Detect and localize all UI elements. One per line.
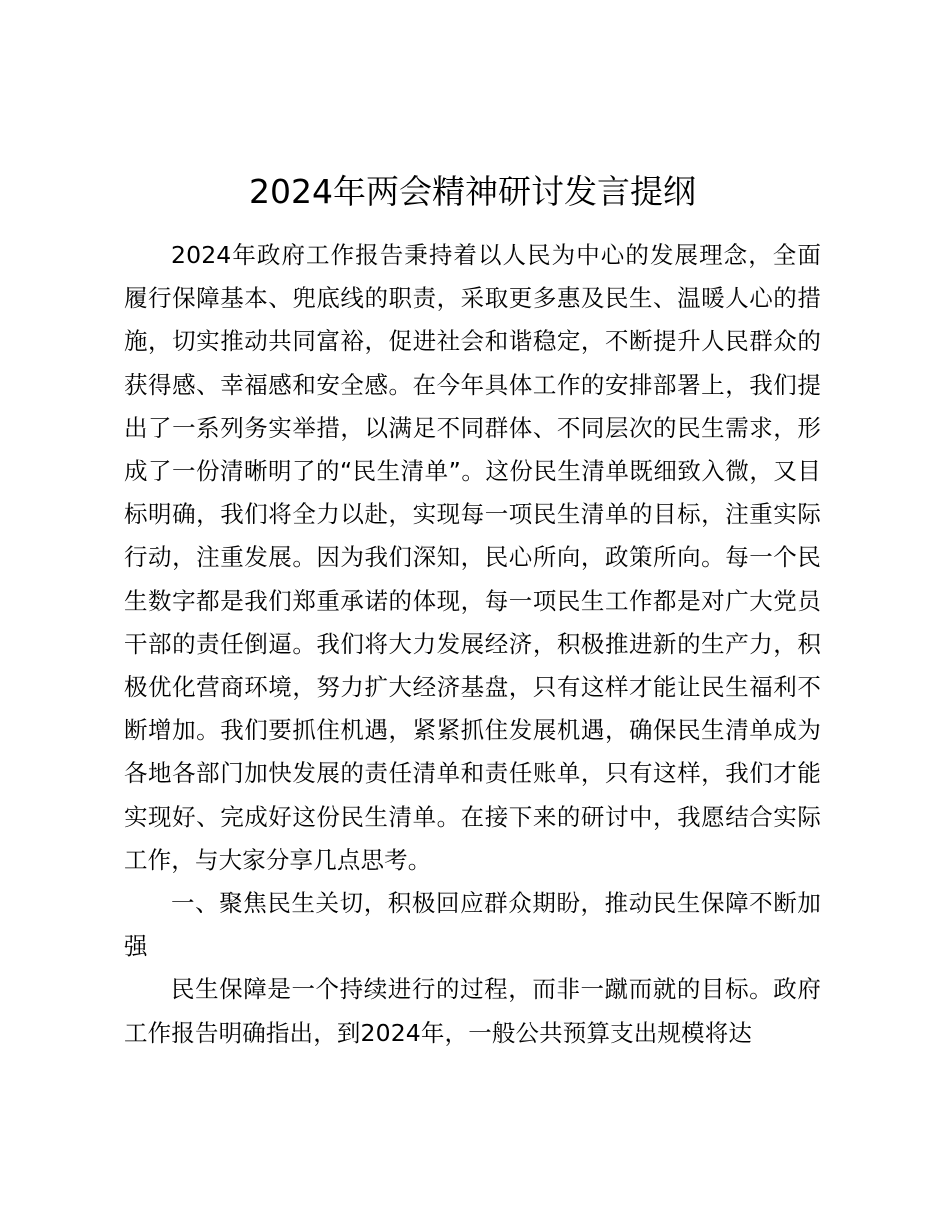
section-heading: 一、聚焦民生关切，积极回应群众期盼，推动民生保障不断加强	[124, 889, 821, 961]
document-title: 2024年两会精神研讨发言提纲	[249, 172, 696, 211]
document-body	[124, 234, 821, 1055]
intro-paragraph: 2024年政府工作报告秉持着以人民为中心的发展理念，全面履行保障基本、兜底线的职责，采取更多惠及民生、温暖人心的措施，切实推动共同富裕，促进社会和谐稳定，不断提升人民群众的获得感、幸福感和安全感。在今年具体工作的安排部署上，我们提出了一系列务实举措，以满足不同群体、不同层次的民生需求，形成了一份清晰明了的“民生清单”。这份民生清单既细致入微，又目标明确，我们将全力以赴，实现每一项民生清单的目标，注重实际行动，注重发展。因为我们深知，民心所向，政策所向。每一个民生数字都是我们郑重承诺的体现，每一项民生工作都是对广大党员干部的责任倒逼。我们将大力发展经济，积极推进新的生产力，积极优化营商环境，努力扩大经济基盘，只有这样才能让民生福利不断增加。我们要抓住机遇，紧紧抓住发展机遇，确保民生清单成为各地各部门加快发展的责任清单和责任账单，只有这样，我们才能实现好、完成好这份民生清单。在接下来的研讨中，我愿结合实际工作，与大家分享几点思考。	[124, 241, 821, 874]
section-paragraph: 民生保障是一个持续进行的过程，而非一蹴而就的目标。政府工作报告明确指出，到2024年，一般公共预算支出规模将达	[124, 975, 821, 1047]
